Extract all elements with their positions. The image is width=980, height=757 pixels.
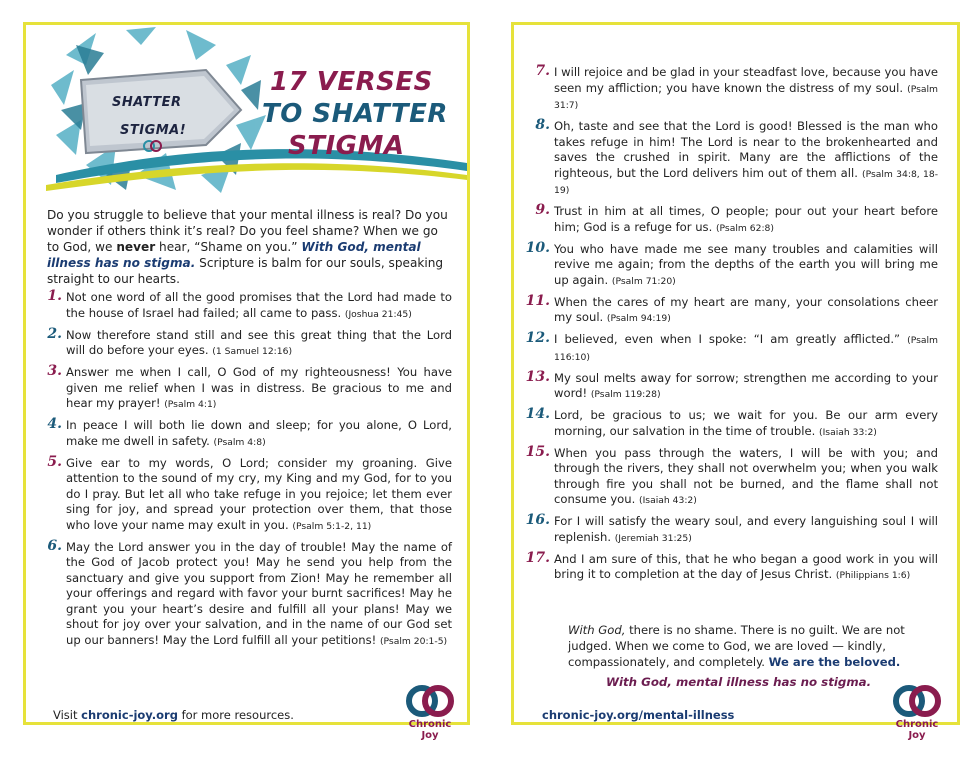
verse-number: 4. — [47, 416, 62, 432]
right-page — [511, 22, 960, 741]
verse-number: 7. — [535, 63, 550, 79]
verse-reference: (Joshua 21:45) — [344, 308, 412, 320]
verse-reference: (Psalm 119:28) — [590, 389, 661, 400]
verse-text: Answer me when I call, O God of my righteousness! You have given me relief when I was in distress. Be gracious to me and hear my prayer! — [66, 365, 452, 410]
verse-number: 10. — [525, 239, 550, 256]
intro-text: Do you struggle to believe that your mental illness is real? Do you wonder if others think it’s real? Do you feel shame? When we go to God, we — [47, 208, 448, 254]
verse-text: Oh, taste and see that the Lord is good! Blessed is the man who takes refuge in him! The Lord is near to the brokenhearted and saves the crushed in spirit. Many are the afflictions of the righteous, but the Lord delivers him out of them all. — [554, 119, 938, 180]
verse-number: 11. — [525, 292, 550, 309]
chronic-joy-logo-right — [887, 683, 947, 741]
header-graphic — [26, 25, 467, 197]
verse-list-left — [36, 290, 452, 655]
verse-number: 3. — [47, 363, 62, 379]
intro-paragraph — [47, 207, 449, 287]
title-line-3: STIGMA — [288, 131, 405, 161]
verse-reference: (Psalm 116:10) — [554, 335, 939, 363]
verse-item — [524, 443, 938, 509]
intro-text-2: hear, “Shame on you.” — [155, 240, 302, 254]
verse-number: 6. — [47, 537, 62, 554]
verse-reference: (Psalm 34:8, 18-19) — [554, 168, 939, 196]
closing-paragraph — [568, 622, 918, 670]
verse-text: When the cares of my heart are many, your consolations cheer my soul. — [554, 294, 938, 324]
verse-reference: (Psalm 4:1) — [164, 399, 217, 410]
verse-item — [36, 453, 452, 535]
verse-item — [36, 290, 452, 322]
title-line-1: 17 VERSES — [270, 67, 433, 97]
verse-text: Now therefore stand still and see this great thing that the Lord will do before your eyes. — [66, 327, 452, 357]
footer-visit — [53, 708, 294, 722]
verse-reference: (Psalm 31:7) — [554, 83, 939, 111]
verse-reference: (Psalm 94:19) — [606, 313, 671, 324]
verse-reference: (1 Samuel 12:16) — [212, 346, 293, 357]
verse-number: 14. — [525, 406, 550, 422]
verse-item — [36, 418, 452, 450]
verse-number: 9. — [535, 202, 550, 218]
verse-number: 16. — [525, 512, 550, 528]
verse-item — [524, 332, 938, 365]
verse-reference: (Isaiah 43:2) — [639, 495, 697, 506]
intro-text-3: Scripture is balm for our souls, speaking straight to our hearts. — [47, 256, 444, 286]
closing-body: there is no shame. There is no guilt. We are not judged. When we come to God, we are loved — kindly, compassionately, and completely. — [568, 623, 905, 669]
verse-reference: (Psalm 71:20) — [611, 275, 676, 287]
verse-number: 1. — [47, 288, 62, 304]
closing-tagline: With God, mental illness has no stigma. — [605, 675, 872, 689]
footer-link-right[interactable]: chronic-joy.org/mental-illness — [542, 708, 735, 722]
verse-item — [36, 537, 452, 650]
verse-reference: (Psalm 5:1-2, 11) — [292, 520, 372, 532]
footer-visit-suffix: for more resources. — [177, 708, 294, 722]
logo-label-right: Chronic Joy — [895, 719, 939, 741]
verse-text: Lord, be gracious to us; we wait for you. Be our arm every morning, our salvation in the time of trouble. — [554, 408, 938, 438]
closing-beloved: We are the beloved. — [768, 655, 901, 669]
verse-text: May the Lord answer you in the day of trouble! May the name of the God of Jacob protect you! May he send you help from the sanctuary and give you support from Zion! May he remember all your offerings and regard with favor your burnt sacrifices! May he grant you your heart’s desire and fulfill all your plans! May we shout for joy over your salvation, and in the name of our God set up our banners! May the Lord fulfill all your petitions! — [66, 539, 452, 647]
verse-item — [524, 119, 938, 199]
verse-item — [524, 292, 938, 327]
verse-item — [524, 65, 938, 114]
verse-number: 2. — [47, 325, 62, 342]
verse-text: In peace I will both lie down and sleep; for you alone, O Lord, make me dwell in safety. — [66, 418, 452, 448]
verse-reference: (Isaiah 33:2) — [819, 426, 877, 438]
verse-list-right — [524, 65, 938, 589]
verse-reference: (Psalm 20:1-5) — [379, 635, 448, 647]
footer-visit-prefix: Visit — [53, 708, 82, 722]
verse-text: Trust in him at all times, O people; pour out your heart before him; God is a refuge for us. — [554, 204, 938, 234]
verse-text: And I am sure of this, that he who began a good work in you will bring it to completion at the day of Jesus Christ. — [554, 551, 938, 581]
verse-item — [524, 204, 938, 236]
verse-reference: (Jeremiah 31:25) — [614, 532, 692, 544]
verse-text: You who have made me see many troubles and calamities will revive me again; from the depths of the earth you will bring me up again. — [554, 241, 938, 287]
verse-item — [524, 239, 938, 290]
verse-text: I believed, even when I spoke: “I am greatly afflicted.” — [554, 332, 901, 346]
verse-item — [36, 365, 452, 413]
verse-text: My soul melts away for sorrow; strengthen me according to your word! — [554, 370, 938, 400]
footer-link[interactable]: chronic-joy.org — [81, 708, 178, 722]
verse-number: 12. — [525, 330, 550, 346]
verse-text: Not one word of all the good promises that the Lord had made to the house of Israel had failed; all came to pass. — [66, 290, 452, 320]
verse-reference: (Psalm 4:8) — [213, 436, 266, 448]
verse-text: I will rejoice and be glad in your steadfast love, because you have seen my affliction; you have known the distress of my soul. — [554, 65, 938, 95]
verse-text: Give ear to my words, O Lord; consider my groaning. Give attention to the sound of my cry, my King and my God, for to you do I pray. But let all who take refuge in you rejoice; let them ever sing for joy, and spread your protection over them, that those who love your name may exult in you. — [66, 455, 452, 532]
verse-item — [524, 549, 938, 584]
verse-number: 8. — [535, 117, 550, 133]
intro-never: never — [116, 240, 156, 254]
chronic-joy-logo — [400, 683, 460, 741]
intro-emphasis: With God, mental illness has no stigma. — [47, 240, 421, 270]
badge-line-1: SHATTER — [112, 95, 182, 110]
verse-text: When you pass through the waters, I will be with you; and through the rivers, they shall not overwhelm you; when you walk through fire you shall not be burned, and the flame shall not consume you. — [554, 445, 938, 506]
verse-item — [524, 514, 938, 546]
verse-number: 13. — [525, 368, 550, 385]
verse-reference: (Philippians 1:6) — [835, 570, 911, 581]
verse-reference: (Psalm 62:8) — [715, 222, 774, 234]
logo-label: Chronic Joy — [408, 719, 452, 741]
verse-item — [524, 368, 938, 403]
verse-item — [524, 408, 938, 440]
verse-number: 5. — [47, 453, 62, 470]
verse-item — [36, 325, 452, 360]
verse-number: 17. — [525, 549, 550, 566]
badge-line-2: STIGMA! — [120, 123, 187, 138]
verse-number: 15. — [525, 443, 550, 460]
verse-text: For I will satisfy the weary soul, and every languishing soul I will replenish. — [554, 514, 938, 544]
title-line-2: TO SHATTER — [262, 99, 448, 129]
closing-with-god: With God, — [568, 623, 626, 637]
left-page — [23, 22, 470, 741]
